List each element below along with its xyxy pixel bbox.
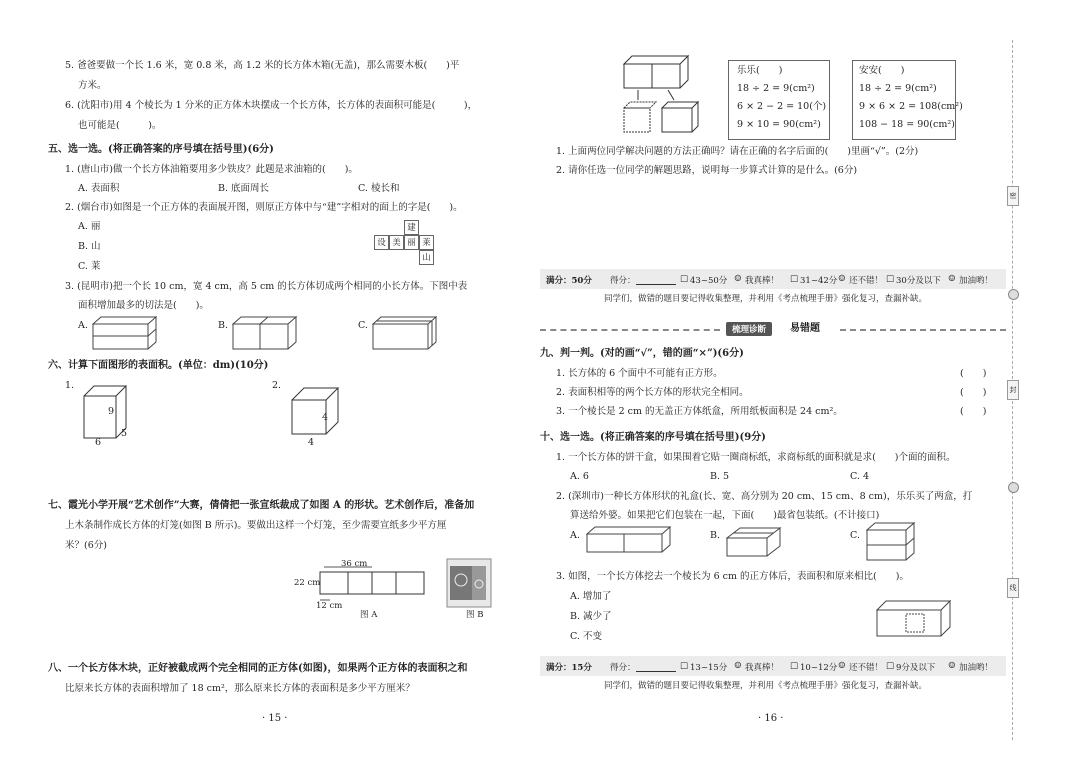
pack-option-c-figure xyxy=(866,522,916,562)
s5q3-option-a: A. xyxy=(78,320,88,331)
praise-3: 加油哟！ xyxy=(959,663,994,673)
q6-line1: 6. (沈阳市)用 4 个棱长为 1 分米的正方体木块摆成一个长方体，长方体的表面积可能是( )， xyxy=(65,100,478,111)
divider-left xyxy=(540,329,720,331)
praise-2: 还不错！ xyxy=(849,276,884,286)
judge-3: 3. 一个棱长是 2 cm 的无盖正方体纸盒，所用纸板面积是 24 cm²。 xyxy=(556,406,843,417)
checkbox-3[interactable]: □ xyxy=(886,661,895,671)
section-7-line1: 七、霞光小学开展“艺术创作”大赛，倩倩把一张宣纸裁成了如图 A 的形状。艺术创作后，准备加 xyxy=(48,500,475,511)
cuboid-cut-figure xyxy=(618,52,710,136)
score-label: 得分： xyxy=(610,276,636,286)
net-cell: 山 xyxy=(419,250,434,265)
cut-option-a-figure xyxy=(92,316,158,350)
praise-1: 我真棒！ xyxy=(745,276,780,286)
c3-option-a: A. 增加了 xyxy=(570,591,612,602)
cube-net-figure xyxy=(374,220,436,266)
pack-option-a-figure xyxy=(586,526,672,554)
range-3: 9分及以下 xyxy=(896,663,936,673)
figure-b-lantern xyxy=(446,558,492,608)
score-bar-1 xyxy=(540,269,1006,289)
c2-option-c: C. xyxy=(850,530,860,541)
range-1: 43~50分 xyxy=(690,276,728,286)
c2-option-a: A. xyxy=(570,530,580,541)
smile-icon: ☺ xyxy=(838,661,846,671)
range-1: 13~15分 xyxy=(690,663,728,673)
s5q2-option-c: C. 莱 xyxy=(78,261,101,272)
binding-hole xyxy=(1008,289,1019,300)
section-5-heading: 五、选一选。(将正确答案的序号填在括号里)(6分) xyxy=(48,144,274,155)
review-note-1: 同学们，做错的题目要记得收集整理，并利用《考点梳理手册》强化复习，查漏补缺。 xyxy=(604,294,928,304)
cube-figure-2 xyxy=(290,386,342,438)
c3-option-b: B. 减少了 xyxy=(570,611,612,622)
s5q1-option-c: C. 棱长和 xyxy=(358,183,400,194)
smile-icon: ☺ xyxy=(734,661,742,671)
score-total: 满分：50分 xyxy=(546,276,592,286)
judge-1: 1. 长方体的 6 个面中不可能有正方形。 xyxy=(556,368,723,379)
anan-solution-box xyxy=(852,60,963,140)
judge-1-paren[interactable]: ( ) xyxy=(960,368,987,379)
edge-label-2: 封 xyxy=(1007,380,1019,400)
net-cell: 建 xyxy=(404,220,419,235)
q5-line1: 5. 爸爸要做一个长 1.6 米，宽 0.8 米，高 1.2 米的长方体木箱(无盖)，那么需要木板( )平 xyxy=(65,60,460,71)
review-note-2: 同学们，做错的题目要记得收集整理，并利用《考点梳理手册》强化复习，查漏补缺。 xyxy=(604,681,928,691)
c3-option-c: C. 不变 xyxy=(570,631,602,642)
figure-a-caption: 图 A xyxy=(360,610,378,620)
s5q3-line2: 面积增加最多的切法是( )。 xyxy=(78,300,209,311)
net-cell: 设 xyxy=(374,235,389,250)
dim-9: 9 xyxy=(108,406,115,417)
pack-option-b-figure xyxy=(726,524,782,558)
section-8-line1: 八、一个长方体木块，正好被截成两个完全相同的正方体(如图)，如果两个正方体的表面积之和 xyxy=(48,663,468,674)
edge-label-3: 线 xyxy=(1007,578,1019,598)
s5q1-option-a: A. 表面积 xyxy=(78,183,120,194)
s6-item-2: 2. xyxy=(272,380,282,391)
figure-a-width: 36 cm xyxy=(341,559,368,569)
c3-text: 3. 如图，一个长方体挖去一个棱长为 6 cm 的正方体后，表面积和原来相比( )。 xyxy=(556,571,909,582)
dim-5: 5 xyxy=(121,428,128,439)
right-page xyxy=(540,0,1020,765)
judge-2: 2. 表面积相等的两个长方体的形状完全相同。 xyxy=(556,387,749,398)
section-8-line2: 比原来长方体的表面积增加了 18 cm²，那么原来长方体的表面积是多少平方厘米？ xyxy=(65,683,415,694)
checkbox-1[interactable]: □ xyxy=(680,274,689,284)
smile-icon: ☺ xyxy=(948,661,956,671)
lele-name: 乐乐( ) xyxy=(737,65,783,76)
figure-a-short: 12 cm xyxy=(316,601,343,611)
praise-3: 加油哟！ xyxy=(959,276,994,286)
range-3: 30分及以下 xyxy=(896,276,941,286)
cut-option-b-figure xyxy=(232,316,298,350)
c2-line2: 算送给外婆。如果把它们包装在一起，下面( )最省包装纸。(不计接口) xyxy=(570,510,880,521)
net-cell: 莱 xyxy=(419,235,434,250)
dim-4-bottom: 4 xyxy=(308,437,315,448)
page-number-right: · 16 · xyxy=(758,713,784,724)
q5-line2: 方米。 xyxy=(78,80,107,91)
net-cell: 丽 xyxy=(404,235,419,250)
score-total: 满分：15分 xyxy=(546,663,592,673)
s5q3-option-b: B. xyxy=(218,320,229,331)
s5q3-line1: 3. (昆明市)把一个长 10 cm，宽 4 cm，高 5 cm 的长方体切成两个相同的小长方体。下图中表 xyxy=(65,281,468,292)
s5q1-option-b: B. 底面周长 xyxy=(218,183,270,194)
c2-line1: 2. (深圳市)一种长方体形状的礼盒(长、宽、高分别为 20 cm、15 cm、8 cm)，乐乐买了两盒，打 xyxy=(556,491,973,502)
banner-tag: 梳理诊断 xyxy=(726,322,772,336)
section-7-line3: 米？(6分) xyxy=(65,540,107,551)
section-10-heading: 十、选一选。(将正确答案的序号填在括号里)(9分) xyxy=(540,432,766,443)
c1-option-b: B. 5 xyxy=(710,471,730,482)
smile-icon: ☺ xyxy=(948,274,956,284)
checkbox-2[interactable]: □ xyxy=(790,661,799,671)
s5q2-option-b: B. 山 xyxy=(78,241,101,252)
section-7-line2: 上木条制作成长方体的灯笼(如图 B 所示)。要做出这样一个灯笼，至少需要宣纸多少平方厘 xyxy=(65,520,447,531)
figure-b-caption: 图 B xyxy=(466,610,484,620)
cut-option-c-figure xyxy=(372,316,438,350)
section-9-heading: 九、判一判。(对的画“√”，错的画“×”)(6分) xyxy=(540,348,744,359)
praise-1: 我真棒！ xyxy=(745,663,780,673)
anan-step-1: 18 ÷ 2 = 9(cm²) xyxy=(859,83,937,94)
dim-4-side: 4 xyxy=(322,412,329,423)
s5q1-text: 1. (唐山市)做一个长方体油箱要用多少铁皮？此题是求油箱的( )。 xyxy=(65,164,358,175)
lele-step-3: 9 × 10 = 90(cm²) xyxy=(737,119,821,130)
section-6-heading: 六、计算下面图形的表面积。(单位：dm)(10分) xyxy=(48,360,269,371)
anan-step-2: 9 × 6 × 2 = 108(cm²) xyxy=(859,101,963,112)
binding-hole xyxy=(1008,482,1019,493)
figure-a-height: 22 cm xyxy=(294,578,321,588)
page-number-left: · 15 · xyxy=(262,713,288,724)
range-2: 31~42分 xyxy=(800,276,838,286)
checkbox-2[interactable]: □ xyxy=(790,274,799,284)
r-question-1: 1. 上面两位同学解决问题的方法正确吗？请在正确的名字后面的( )里画“√”。(2分) xyxy=(556,146,919,157)
q6-line2: 也可能是( )。 xyxy=(78,120,162,131)
dim-6: 6 xyxy=(95,437,102,448)
lele-step-2: 6 × 2 − 2 = 10(个) xyxy=(737,101,827,112)
divider-right xyxy=(840,329,1006,331)
smile-icon: ☺ xyxy=(734,274,742,284)
range-2: 10~12分 xyxy=(800,663,838,673)
anan-step-3: 108 − 18 = 90(cm²) xyxy=(859,119,955,130)
c1-option-c: C. 4 xyxy=(850,471,870,482)
s6-item-1: 1. xyxy=(65,380,75,391)
s5q3-option-c: C. xyxy=(358,320,368,331)
c1-option-a: A. 6 xyxy=(570,471,589,482)
s5q2-text: 2. (烟台市)如图是一个正方体的表面展开图，则原正方体中与“建”字相对的面上的字是( )。 xyxy=(65,202,463,213)
edge-label-1: 密 xyxy=(1007,186,1019,206)
judge-3-paren[interactable]: ( ) xyxy=(960,406,987,417)
banner-title: 易错题 xyxy=(790,323,820,334)
praise-2: 还不错！ xyxy=(849,663,884,673)
checkbox-3[interactable]: □ xyxy=(886,274,895,284)
net-cell: 美 xyxy=(389,235,404,250)
lele-step-1: 18 ÷ 2 = 9(cm²) xyxy=(737,83,815,94)
anan-name: 安安( ) xyxy=(859,65,905,76)
checkbox-1[interactable]: □ xyxy=(680,661,689,671)
s5q2-option-a: A. 丽 xyxy=(78,221,101,232)
judge-2-paren[interactable]: ( ) xyxy=(960,387,987,398)
c1-text: 1. 一个长方体的饼干盒，如果围着它贴一圈商标纸，求商标纸的面积就是求( )个面的面积。 xyxy=(556,452,956,463)
r-question-2: 2. 请你任选一位同学的解题思路，说明每一步算式计算的是什么。(6分) xyxy=(556,165,858,176)
score-blank[interactable] xyxy=(636,274,676,285)
lele-solution-box xyxy=(728,60,830,140)
c2-option-b: B. xyxy=(710,530,721,541)
score-bar-2 xyxy=(540,656,1006,676)
smile-icon: ☺ xyxy=(838,274,846,284)
score-label: 得分： xyxy=(610,663,636,673)
score-blank[interactable] xyxy=(636,661,676,672)
cuboid-hollowed-figure xyxy=(876,600,952,638)
